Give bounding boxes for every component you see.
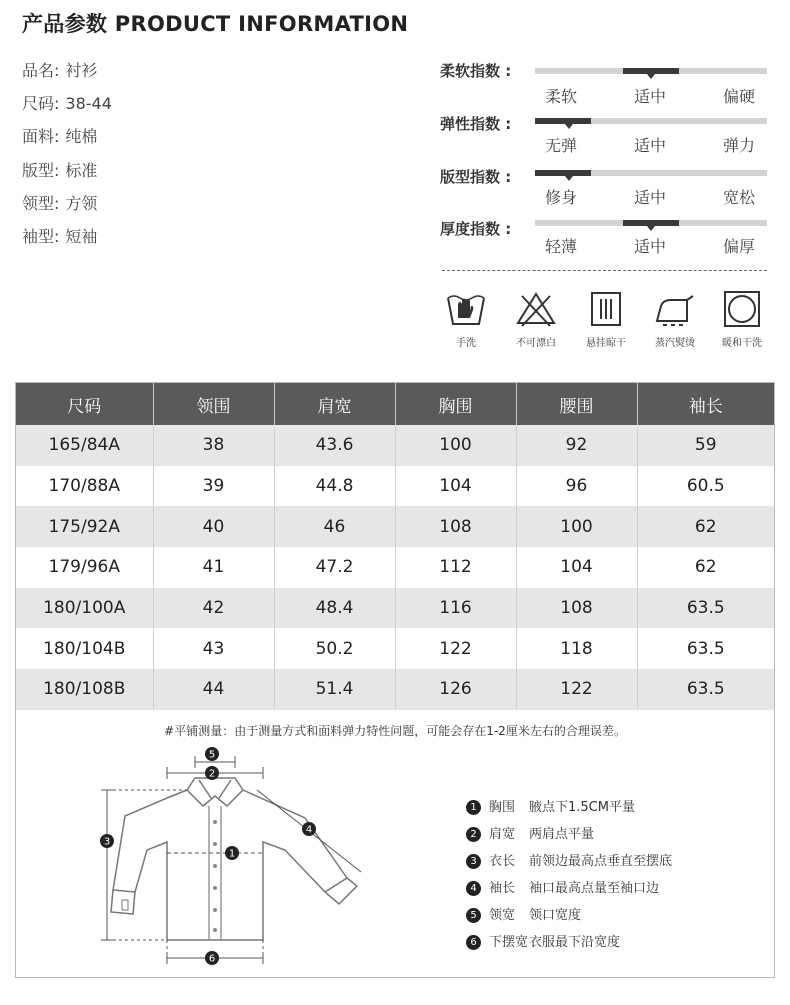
softness-index-bar xyxy=(535,68,767,74)
legend-desc: 衣服最下沿宽度 xyxy=(529,935,621,950)
care-label: 暖和干洗 xyxy=(722,338,762,349)
care-label: 蒸汽熨烫 xyxy=(655,338,695,349)
table-cell: 60.5 xyxy=(637,466,774,507)
legend-name: 胸围 xyxy=(489,800,516,815)
spec-label: 尺码: xyxy=(22,94,60,113)
diagram-marker-1: 1 xyxy=(228,848,236,860)
hand-wash-icon xyxy=(444,290,488,328)
table-row xyxy=(16,425,774,466)
table-cell: 46 xyxy=(274,506,395,547)
column-header: 腰围 xyxy=(516,383,637,425)
spec-value: 短袖 xyxy=(65,227,98,246)
care-hand-wash xyxy=(436,290,496,349)
elasticity-option: 无弹 xyxy=(544,136,577,155)
table-cell: 47.2 xyxy=(274,547,395,588)
table-cell: 42 xyxy=(153,588,274,629)
table-cell: 108 xyxy=(516,588,637,629)
care-label: 不可漂白 xyxy=(516,338,556,349)
table-cell: 118 xyxy=(516,628,637,669)
diagram-marker-2: 2 xyxy=(208,768,216,780)
spec-size xyxy=(22,91,112,114)
table-cell: 44.8 xyxy=(274,466,395,507)
table-cell: 179/96A xyxy=(16,547,153,588)
table-cell: 180/100A xyxy=(16,588,153,629)
table-cell: 180/104B xyxy=(16,628,153,669)
table-cell: 104 xyxy=(516,547,637,588)
legend-item xyxy=(466,904,581,923)
legend-desc: 领口宽度 xyxy=(529,908,582,923)
table-cell: 43.6 xyxy=(274,425,395,466)
table-cell: 63.5 xyxy=(637,628,774,669)
table-cell: 165/84A xyxy=(16,425,153,466)
legend-name: 下摆宽 xyxy=(489,935,529,950)
diagram-marker-3: 3 xyxy=(103,836,111,848)
diagram-markers xyxy=(100,747,316,965)
legend-number: 5 xyxy=(466,908,481,923)
fit-index-label: 版型指数 : xyxy=(440,168,512,186)
table-row xyxy=(16,506,774,547)
elasticity-index-bar xyxy=(535,118,767,124)
table-cell: 63.5 xyxy=(637,588,774,629)
legend-item xyxy=(466,796,635,815)
table-cell: 51.4 xyxy=(274,669,395,710)
no-bleach-icon xyxy=(514,290,558,328)
column-header: 领围 xyxy=(153,383,274,425)
table-row xyxy=(16,588,774,629)
spec-collar xyxy=(22,191,97,214)
table-cell: 170/88A xyxy=(16,466,153,507)
spec-sleeve xyxy=(22,224,97,247)
spec-label: 袖型: xyxy=(22,227,60,246)
legend-desc: 腋点下1.5CM平量 xyxy=(529,800,635,815)
hang-dry-icon xyxy=(584,290,628,328)
table-row xyxy=(16,466,774,507)
table-cell: 122 xyxy=(516,669,637,710)
fit-index-bar xyxy=(535,170,767,176)
fit-option: 修身 xyxy=(544,188,577,207)
fit-option: 宽松 xyxy=(722,188,755,207)
table-cell: 62 xyxy=(637,547,774,588)
column-header: 肩宽 xyxy=(274,383,395,425)
index-pointer xyxy=(647,74,655,79)
index-pointer xyxy=(565,176,573,181)
table-cell: 116 xyxy=(395,588,516,629)
care-tumble-dry xyxy=(712,290,772,349)
index-indicator xyxy=(535,118,591,124)
table-cell: 180/108B xyxy=(16,669,153,710)
diagram-marker-6: 6 xyxy=(208,953,216,965)
legend-item xyxy=(466,877,659,896)
elasticity-index-label: 弹性指数 : xyxy=(440,115,512,133)
column-header: 胸围 xyxy=(395,383,516,425)
legend-name: 领宽 xyxy=(489,908,516,923)
table-cell: 92 xyxy=(516,425,637,466)
legend-item xyxy=(466,850,672,869)
diagram-marker-5: 5 xyxy=(208,749,216,761)
table-cell: 100 xyxy=(516,506,637,547)
table-cell: 62 xyxy=(637,506,774,547)
steam-iron-icon xyxy=(653,290,697,328)
spec-value: 纯棉 xyxy=(65,127,98,146)
table-cell: 44 xyxy=(153,669,274,710)
elasticity-option: 适中 xyxy=(633,136,666,155)
spec-value: 标准 xyxy=(65,161,98,180)
index-indicator xyxy=(535,170,591,176)
legend-number: 6 xyxy=(466,935,481,950)
table-header-row xyxy=(16,383,774,425)
size-table xyxy=(16,383,774,710)
thickness-option: 适中 xyxy=(633,237,666,256)
table-cell: 96 xyxy=(516,466,637,507)
legend-desc: 袖口最高点量至袖口边 xyxy=(529,881,660,896)
table-cell: 41 xyxy=(153,547,274,588)
thickness-index-bar xyxy=(535,220,767,226)
shirt-diagram xyxy=(95,740,370,970)
legend-number: 3 xyxy=(466,854,481,869)
softness-option: 偏硬 xyxy=(722,87,755,106)
table-row xyxy=(16,547,774,588)
legend-number: 4 xyxy=(466,881,481,896)
page-title: 产品参数 PRODUCT INFORMATION xyxy=(22,12,409,36)
fit-option: 适中 xyxy=(633,188,666,207)
care-label: 悬挂晾干 xyxy=(586,338,626,349)
legend-item xyxy=(466,823,594,842)
care-hang-dry xyxy=(576,290,636,349)
elasticity-option: 弹力 xyxy=(722,136,755,155)
spec-name xyxy=(22,58,97,81)
diagram-marker-4: 4 xyxy=(305,824,313,836)
table-cell: 100 xyxy=(395,425,516,466)
spec-label: 面料: xyxy=(22,127,60,146)
thickness-index-label: 厚度指数 : xyxy=(440,220,512,238)
table-cell: 43 xyxy=(153,628,274,669)
table-cell: 63.5 xyxy=(637,669,774,710)
table-cell: 122 xyxy=(395,628,516,669)
table-row xyxy=(16,628,774,669)
legend-name: 肩宽 xyxy=(489,827,516,842)
legend-name: 衣长 xyxy=(489,854,516,869)
table-cell: 104 xyxy=(395,466,516,507)
care-steam-iron xyxy=(645,290,705,349)
table-cell: 48.4 xyxy=(274,588,395,629)
index-pointer xyxy=(565,124,573,129)
table-cell: 126 xyxy=(395,669,516,710)
softness-option: 适中 xyxy=(633,87,666,106)
table-cell: 112 xyxy=(395,547,516,588)
spec-value: 38-44 xyxy=(65,94,112,113)
tumble-dry-icon xyxy=(720,290,764,328)
table-cell: 50.2 xyxy=(274,628,395,669)
legend-name: 袖长 xyxy=(489,881,516,896)
table-cell: 175/92A xyxy=(16,506,153,547)
table-cell: 59 xyxy=(637,425,774,466)
table-cell: 40 xyxy=(153,506,274,547)
table-cell: 108 xyxy=(395,506,516,547)
index-pointer xyxy=(647,226,655,231)
softness-option: 柔软 xyxy=(544,87,577,106)
spec-label: 版型: xyxy=(22,161,60,180)
legend-item xyxy=(466,931,620,950)
column-header: 袖长 xyxy=(637,383,774,425)
table-row xyxy=(16,669,774,710)
legend-desc: 前领边最高点垂直至摆底 xyxy=(529,854,673,869)
care-label: 手洗 xyxy=(456,338,476,349)
spec-label: 领型: xyxy=(22,194,60,213)
table-cell: 38 xyxy=(153,425,274,466)
spec-value: 衬衫 xyxy=(65,61,98,80)
legend-desc: 两肩点平量 xyxy=(529,827,595,842)
legend-number: 1 xyxy=(466,800,481,815)
dashed-divider xyxy=(442,270,767,271)
table-cell: 39 xyxy=(153,466,274,507)
thickness-option: 轻薄 xyxy=(544,237,577,256)
spec-label: 品名: xyxy=(22,61,60,80)
legend-number: 2 xyxy=(466,827,481,842)
thickness-option: 偏厚 xyxy=(722,237,755,256)
measurement-note: #平铺测量：由于测量方式和面料弹力特性问题，可能会存在1-2厘米左右的合理误差。 xyxy=(164,724,626,738)
care-no-bleach xyxy=(506,290,566,349)
softness-index-label: 柔软指数 : xyxy=(440,62,512,80)
spec-value: 方领 xyxy=(65,194,98,213)
column-header: 尺码 xyxy=(16,383,153,425)
spec-fabric xyxy=(22,124,97,147)
spec-fit xyxy=(22,158,97,181)
